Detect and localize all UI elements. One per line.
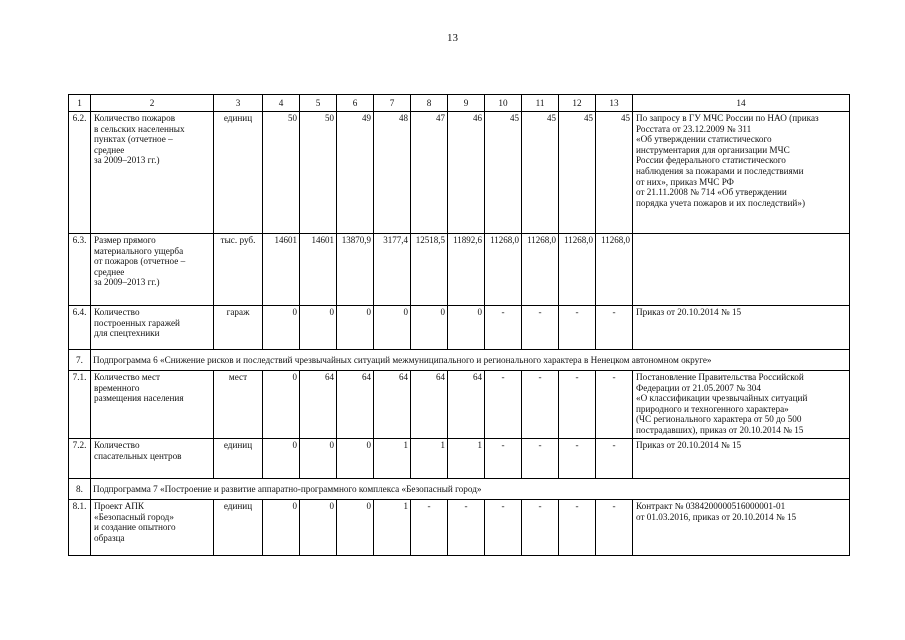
indicator-name bbox=[91, 234, 214, 306]
source-cell bbox=[633, 306, 850, 350]
text-line: Федерации от 21.05.2007 № 304 bbox=[636, 382, 761, 393]
value-cell: - bbox=[485, 371, 522, 439]
value-cell: 47 bbox=[411, 112, 448, 234]
value-cell: 11268,0 bbox=[485, 234, 522, 306]
column-header: 12 bbox=[559, 95, 596, 112]
text-line: за 2009–2013 гг.) bbox=[94, 277, 160, 288]
column-header: 1 bbox=[69, 95, 91, 112]
page-number: 13 bbox=[447, 32, 458, 44]
text-line: Приказ от 20.10.2014 № 15 bbox=[636, 307, 742, 317]
text-line: пострадавших), приказ от 20.10.2014 № 15 bbox=[636, 424, 804, 435]
value-cell: 45 bbox=[522, 112, 559, 234]
text-line: материального ущерба bbox=[94, 245, 184, 256]
value-cell: 0 bbox=[374, 306, 411, 350]
text-line: за 2009–2013 гг.) bbox=[94, 155, 160, 166]
header-row bbox=[69, 95, 850, 112]
value-cell: - bbox=[522, 306, 559, 350]
value-cell: 11892,6 bbox=[448, 234, 485, 306]
column-header: 11 bbox=[522, 95, 559, 112]
value-cell: 12518,5 bbox=[411, 234, 448, 306]
unit-cell: тыс. руб. bbox=[214, 234, 263, 306]
table-row bbox=[69, 112, 850, 234]
text-line: Количество мест bbox=[94, 372, 161, 382]
table-row bbox=[69, 439, 850, 479]
indicators-table bbox=[68, 94, 850, 556]
text-line: размещения населения bbox=[94, 393, 184, 404]
source-cell bbox=[633, 371, 850, 439]
value-cell: 14601 bbox=[300, 234, 337, 306]
text-line: временного bbox=[94, 382, 140, 393]
value-cell: 48 bbox=[374, 112, 411, 234]
text-line: «О классификации чрезвычайных ситуаций bbox=[636, 393, 808, 404]
column-header: 4 bbox=[263, 95, 300, 112]
row-number: 6.4. bbox=[69, 306, 91, 350]
table-row bbox=[69, 371, 850, 439]
text-line: среднее bbox=[94, 144, 125, 155]
section-title: Подпрограмма 6 «Снижение рисков и последствий чрезвычайных ситуаций межмуниципального и регионального характера в Ненецком автономном округе» bbox=[91, 350, 850, 371]
text-line: Постановление Правительства Российской bbox=[636, 372, 804, 382]
text-line: «Об утверждении статистического bbox=[636, 134, 772, 145]
text-line: Проект АПК bbox=[94, 501, 145, 511]
row-number: 7.1. bbox=[69, 371, 91, 439]
text-line: Размер прямого bbox=[94, 235, 156, 245]
value-cell: - bbox=[559, 371, 596, 439]
value-cell: 49 bbox=[337, 112, 374, 234]
value-cell: 11268,0 bbox=[559, 234, 596, 306]
value-cell: 0 bbox=[337, 306, 374, 350]
row-number: 6.3. bbox=[69, 234, 91, 306]
indicator-name bbox=[91, 439, 214, 479]
text-line: спасательных центров bbox=[94, 450, 182, 461]
value-cell: - bbox=[559, 306, 596, 350]
column-header: 3 bbox=[214, 95, 263, 112]
value-cell: 0 bbox=[263, 439, 300, 479]
value-cell: 0 bbox=[337, 500, 374, 556]
text-line: России федерального статистического bbox=[636, 155, 786, 166]
text-line: По запросу в ГУ МЧС России по НАО (приказ bbox=[636, 113, 819, 123]
value-cell: 64 bbox=[337, 371, 374, 439]
value-cell: - bbox=[411, 500, 448, 556]
column-header: 13 bbox=[596, 95, 633, 112]
value-cell: - bbox=[596, 500, 633, 556]
value-cell: 0 bbox=[411, 306, 448, 350]
value-cell: 11268,0 bbox=[596, 234, 633, 306]
value-cell: 0 bbox=[448, 306, 485, 350]
value-cell: 0 bbox=[300, 306, 337, 350]
text-line: в сельских населенных bbox=[94, 123, 185, 134]
column-header: 2 bbox=[91, 95, 214, 112]
source-cell bbox=[633, 439, 850, 479]
value-cell: 46 bbox=[448, 112, 485, 234]
value-cell: - bbox=[596, 439, 633, 479]
value-cell: 64 bbox=[448, 371, 485, 439]
value-cell: - bbox=[485, 500, 522, 556]
section-title: Подпрограмма 7 «Построение и развитие аппаратно-программного комплекса «Безопасный город» bbox=[91, 479, 850, 500]
value-cell: - bbox=[485, 439, 522, 479]
value-cell: - bbox=[596, 371, 633, 439]
source-cell bbox=[633, 500, 850, 556]
value-cell: 64 bbox=[300, 371, 337, 439]
unit-cell: единиц bbox=[214, 500, 263, 556]
value-cell: 64 bbox=[374, 371, 411, 439]
text-line: от пожаров (отчетное – bbox=[94, 256, 186, 267]
text-line: от них», приказ МЧС РФ bbox=[636, 176, 734, 187]
column-header: 14 bbox=[633, 95, 850, 112]
column-header: 8 bbox=[411, 95, 448, 112]
value-cell: 1 bbox=[448, 439, 485, 479]
value-cell: - bbox=[559, 500, 596, 556]
value-cell: 0 bbox=[300, 500, 337, 556]
value-cell: - bbox=[596, 306, 633, 350]
value-cell: - bbox=[522, 439, 559, 479]
text-line: от 21.11.2008 № 714 «Об утверждении bbox=[636, 187, 787, 198]
column-header: 9 bbox=[448, 95, 485, 112]
value-cell: 14601 bbox=[263, 234, 300, 306]
value-cell: 45 bbox=[485, 112, 522, 234]
value-cell: 3177,4 bbox=[374, 234, 411, 306]
text-line: инструментария для организации МЧС bbox=[636, 144, 790, 155]
text-line: порядка учета пожаров и их последствий») bbox=[636, 197, 805, 208]
value-cell: 1 bbox=[374, 500, 411, 556]
table-row bbox=[69, 234, 850, 306]
value-cell: 13870,9 bbox=[337, 234, 374, 306]
text-line: и создание опытного bbox=[94, 522, 176, 533]
value-cell: 1 bbox=[374, 439, 411, 479]
value-cell: - bbox=[559, 439, 596, 479]
text-line: «Безопасный город» bbox=[94, 511, 174, 522]
row-number: 6.2. bbox=[69, 112, 91, 234]
section-number: 7. bbox=[69, 350, 91, 371]
value-cell: 64 bbox=[411, 371, 448, 439]
text-line: пунктах (отчетное – bbox=[94, 134, 173, 145]
text-line: Росстата от 23.12.2009 № 311 bbox=[636, 123, 752, 134]
value-cell: 0 bbox=[337, 439, 374, 479]
column-header: 5 bbox=[300, 95, 337, 112]
section-row bbox=[69, 350, 850, 371]
value-cell: 50 bbox=[263, 112, 300, 234]
text-line: природного и техногенного характера» bbox=[636, 403, 789, 414]
indicator-name bbox=[91, 500, 214, 556]
value-cell: 0 bbox=[263, 371, 300, 439]
source-cell bbox=[633, 112, 850, 234]
text-line: построенных гаражей bbox=[94, 317, 180, 328]
value-cell: 11268,0 bbox=[522, 234, 559, 306]
table-row bbox=[69, 500, 850, 556]
text-line: от 01.03.2016, приказ от 20.10.2014 № 15 bbox=[636, 511, 797, 522]
value-cell: 0 bbox=[263, 500, 300, 556]
value-cell: 0 bbox=[300, 439, 337, 479]
column-header: 10 bbox=[485, 95, 522, 112]
indicator-name bbox=[91, 112, 214, 234]
indicator-name bbox=[91, 371, 214, 439]
section-number: 8. bbox=[69, 479, 91, 500]
value-cell: - bbox=[485, 306, 522, 350]
text-line: образца bbox=[94, 532, 125, 543]
indicator-name bbox=[91, 306, 214, 350]
value-cell: 45 bbox=[559, 112, 596, 234]
unit-cell: гараж bbox=[214, 306, 263, 350]
value-cell: - bbox=[522, 500, 559, 556]
text-line: наблюдения за пожарами и последствиями bbox=[636, 165, 804, 176]
table-row bbox=[69, 306, 850, 350]
unit-cell: единиц bbox=[214, 112, 263, 234]
text-line: (ЧС регионального характера от 50 до 500 bbox=[636, 414, 802, 425]
section-row bbox=[69, 479, 850, 500]
column-header: 6 bbox=[337, 95, 374, 112]
text-line: Количество пожаров bbox=[94, 113, 176, 123]
value-cell: 45 bbox=[596, 112, 633, 234]
value-cell: 1 bbox=[411, 439, 448, 479]
value-cell: 50 bbox=[300, 112, 337, 234]
unit-cell: единиц bbox=[214, 439, 263, 479]
text-line: Контракт № 0384200000516000001-01 bbox=[636, 501, 786, 511]
value-cell: - bbox=[448, 500, 485, 556]
text-line: Количество bbox=[94, 307, 140, 317]
value-cell: - bbox=[522, 371, 559, 439]
value-cell: 0 bbox=[263, 306, 300, 350]
row-number: 8.1. bbox=[69, 500, 91, 556]
column-header: 7 bbox=[374, 95, 411, 112]
unit-cell: мест bbox=[214, 371, 263, 439]
text-line: для спецтехники bbox=[94, 328, 160, 339]
text-line: Приказ от 20.10.2014 № 15 bbox=[636, 440, 742, 450]
text-line: Количество bbox=[94, 440, 140, 450]
source-cell bbox=[633, 234, 850, 306]
row-number: 7.2. bbox=[69, 439, 91, 479]
text-line: среднее bbox=[94, 266, 125, 277]
